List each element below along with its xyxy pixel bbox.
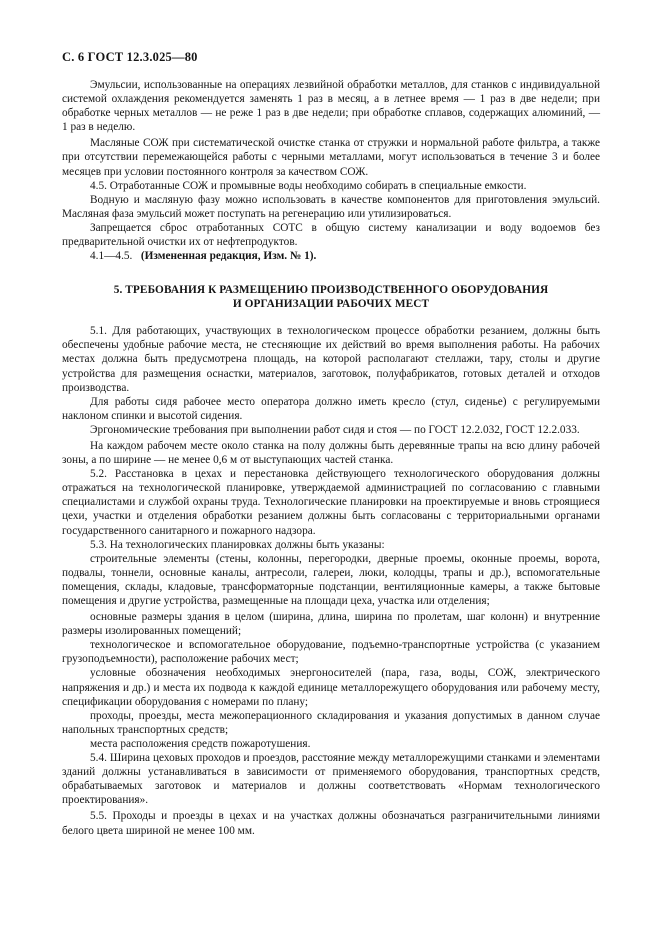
list-item: проходы, проезды, места межоперационного складирования и указания допустимых в данном случае напольных транспортных средств; (62, 709, 600, 736)
paragraph: На каждом рабочем месте около станка на полу должны быть деревянные трапы на всю длину рабочей зоны, а по ширине — не менее 0,6 м от выступающих частей станка. (62, 439, 600, 467)
list-item: основные размеры здания в целом (ширина, длина, ширина по пролетам, шаг колонн) и внутренние размеры изолированных помещений; (62, 611, 600, 638)
paragraph: 4.5. Отработанные СОЖ и промывные воды необходимо собирать в специальные емкости. (90, 179, 527, 192)
document-body (62, 78, 600, 838)
paragraph: 5.1. Для работающих, участвующих в технологическом процессе обработки резанием, должны быть обеспечены удобные рабочие места, не стесняющие их действий во время выполнения работы. На рабочих местах должна быть предусмотрена площадь, на которой располагают стеллажи, тару, столы и другие устройства для размещения оснастки, материалов, заготовок, полуфабрикатов, готовых деталей и отходов производства. (62, 325, 600, 394)
paragraph: Водную и масляную фазу можно использовать в качестве компонентов для приготовления эмульсий. Масляная фаза эмульсий может поступать на регенерацию или утилизироваться. (62, 193, 600, 220)
paragraph: 5.4. Ширина цеховых проходов и проездов, расстояние между металлорежущими станками и элементами зданий должны устанавливаться в зависимости от применяемого оборудования, транспортных средств, обрабатываемых заготовок и материалов и должны соответствовать «Нормам технологического проектирования». (62, 752, 600, 807)
paragraph: 5.3. На технологических планировках должны быть указаны: (90, 538, 385, 551)
paragraph: Запрещается сброс отработанных СОТС в общую систему канализации и воду водоемов без предварительной очистки их от нефтепродуктов. (62, 221, 600, 249)
list-item: строительные элементы (стены, колонны, перегородки, дверные проемы, оконные проемы, ворота, подвалы, тоннели, основные каналы, антресоли, галереи, люки, колодцы, трапы и др.), вспомогательные помещения, склады, кладовые, трансформаторные подстанции, вентиляционные камеры, а также бытовые помещения и другие устройства, размещенные на площади цеха, участка или отделения; (62, 552, 600, 607)
page-header: С. 6 ГОСТ 12.3.025—80 (62, 50, 198, 64)
paragraph: Эргономические требования при выполнении работ сидя и стоя — по ГОСТ 12.2.032, ГОСТ 12.2.033. (90, 423, 580, 436)
amendment-range: 4.1—4.5. (90, 250, 133, 263)
section-title (62, 283, 600, 311)
paragraph: 5.5. Проходы и проезды в цехах и на участках должны обозначаться разграничительными линиями белого цвета шириной не менее 100 мм. (62, 810, 600, 837)
list-item: места расположения средств пожаротушения. (90, 737, 311, 750)
section-title-line: 5. ТРЕБОВАНИЯ К РАЗМЕЩЕНИЮ ПРОИЗВОДСТВЕННОГО ОБОРУДОВАНИЯ (113, 284, 549, 297)
section-title-line: И ОРГАНИЗАЦИИ РАБОЧИХ МЕСТ (232, 298, 430, 311)
list-item: условные обозначения необходимых энергоносителей (пара, газа, воды, СОЖ, электрического напряжения и др.) и места их подвода к каждой единице металлорежущего оборудования или рабочему месту, спецификации оборудования с номерами по плану; (62, 667, 600, 708)
amendment-note: (Измененная редакция, Изм. № 1). (140, 250, 317, 263)
paragraph: Эмульсии, использованные на операциях лезвийной обработки металлов, для станков с индивидуальной системой охлаждения рекомендуется заменять 1 раз в месяц, а в летнее время — 1 раз в две недели; при обработке черных металлов — не реже 1 раз в две недели; при обработке сплавов, содержащих алюминий, — 1 раз в неделю. (62, 79, 600, 134)
amendment-paragraph (62, 249, 600, 263)
list-item: технологическое и вспомогательное оборудование, подъемно-транспортные устройства (с указанием грузоподъемности), расположение рабочих мест; (62, 639, 600, 666)
paragraph: Масляные СОЖ при систематической очистке станка от стружки и нормальной работе фильтра, а также при отсутствии перемежающейся работы с черными металлами, могут использоваться в течение 3 и более месяцев при условии постоянного контроля за качеством СОЖ. (62, 137, 600, 178)
paragraph: 5.2. Расстановка в цехах и перестановка действующего технологического оборудования должны отражаться на технологической планировке, утверждаемой администрацией по согласованию с главными специалистами и службой охраны труда. Технологические планировки на проектируемые и вновь строящиеся цехи, участки и отделения обработки резанием должны быть согласованы с территориальными органами государственного санитарного и пожарного надзора. (62, 468, 600, 537)
paragraph: Для работы сидя рабочее место оператора должно иметь кресло (стул, сиденье) с регулируемыми наклоном спинки и высотой сидения. (62, 395, 600, 422)
